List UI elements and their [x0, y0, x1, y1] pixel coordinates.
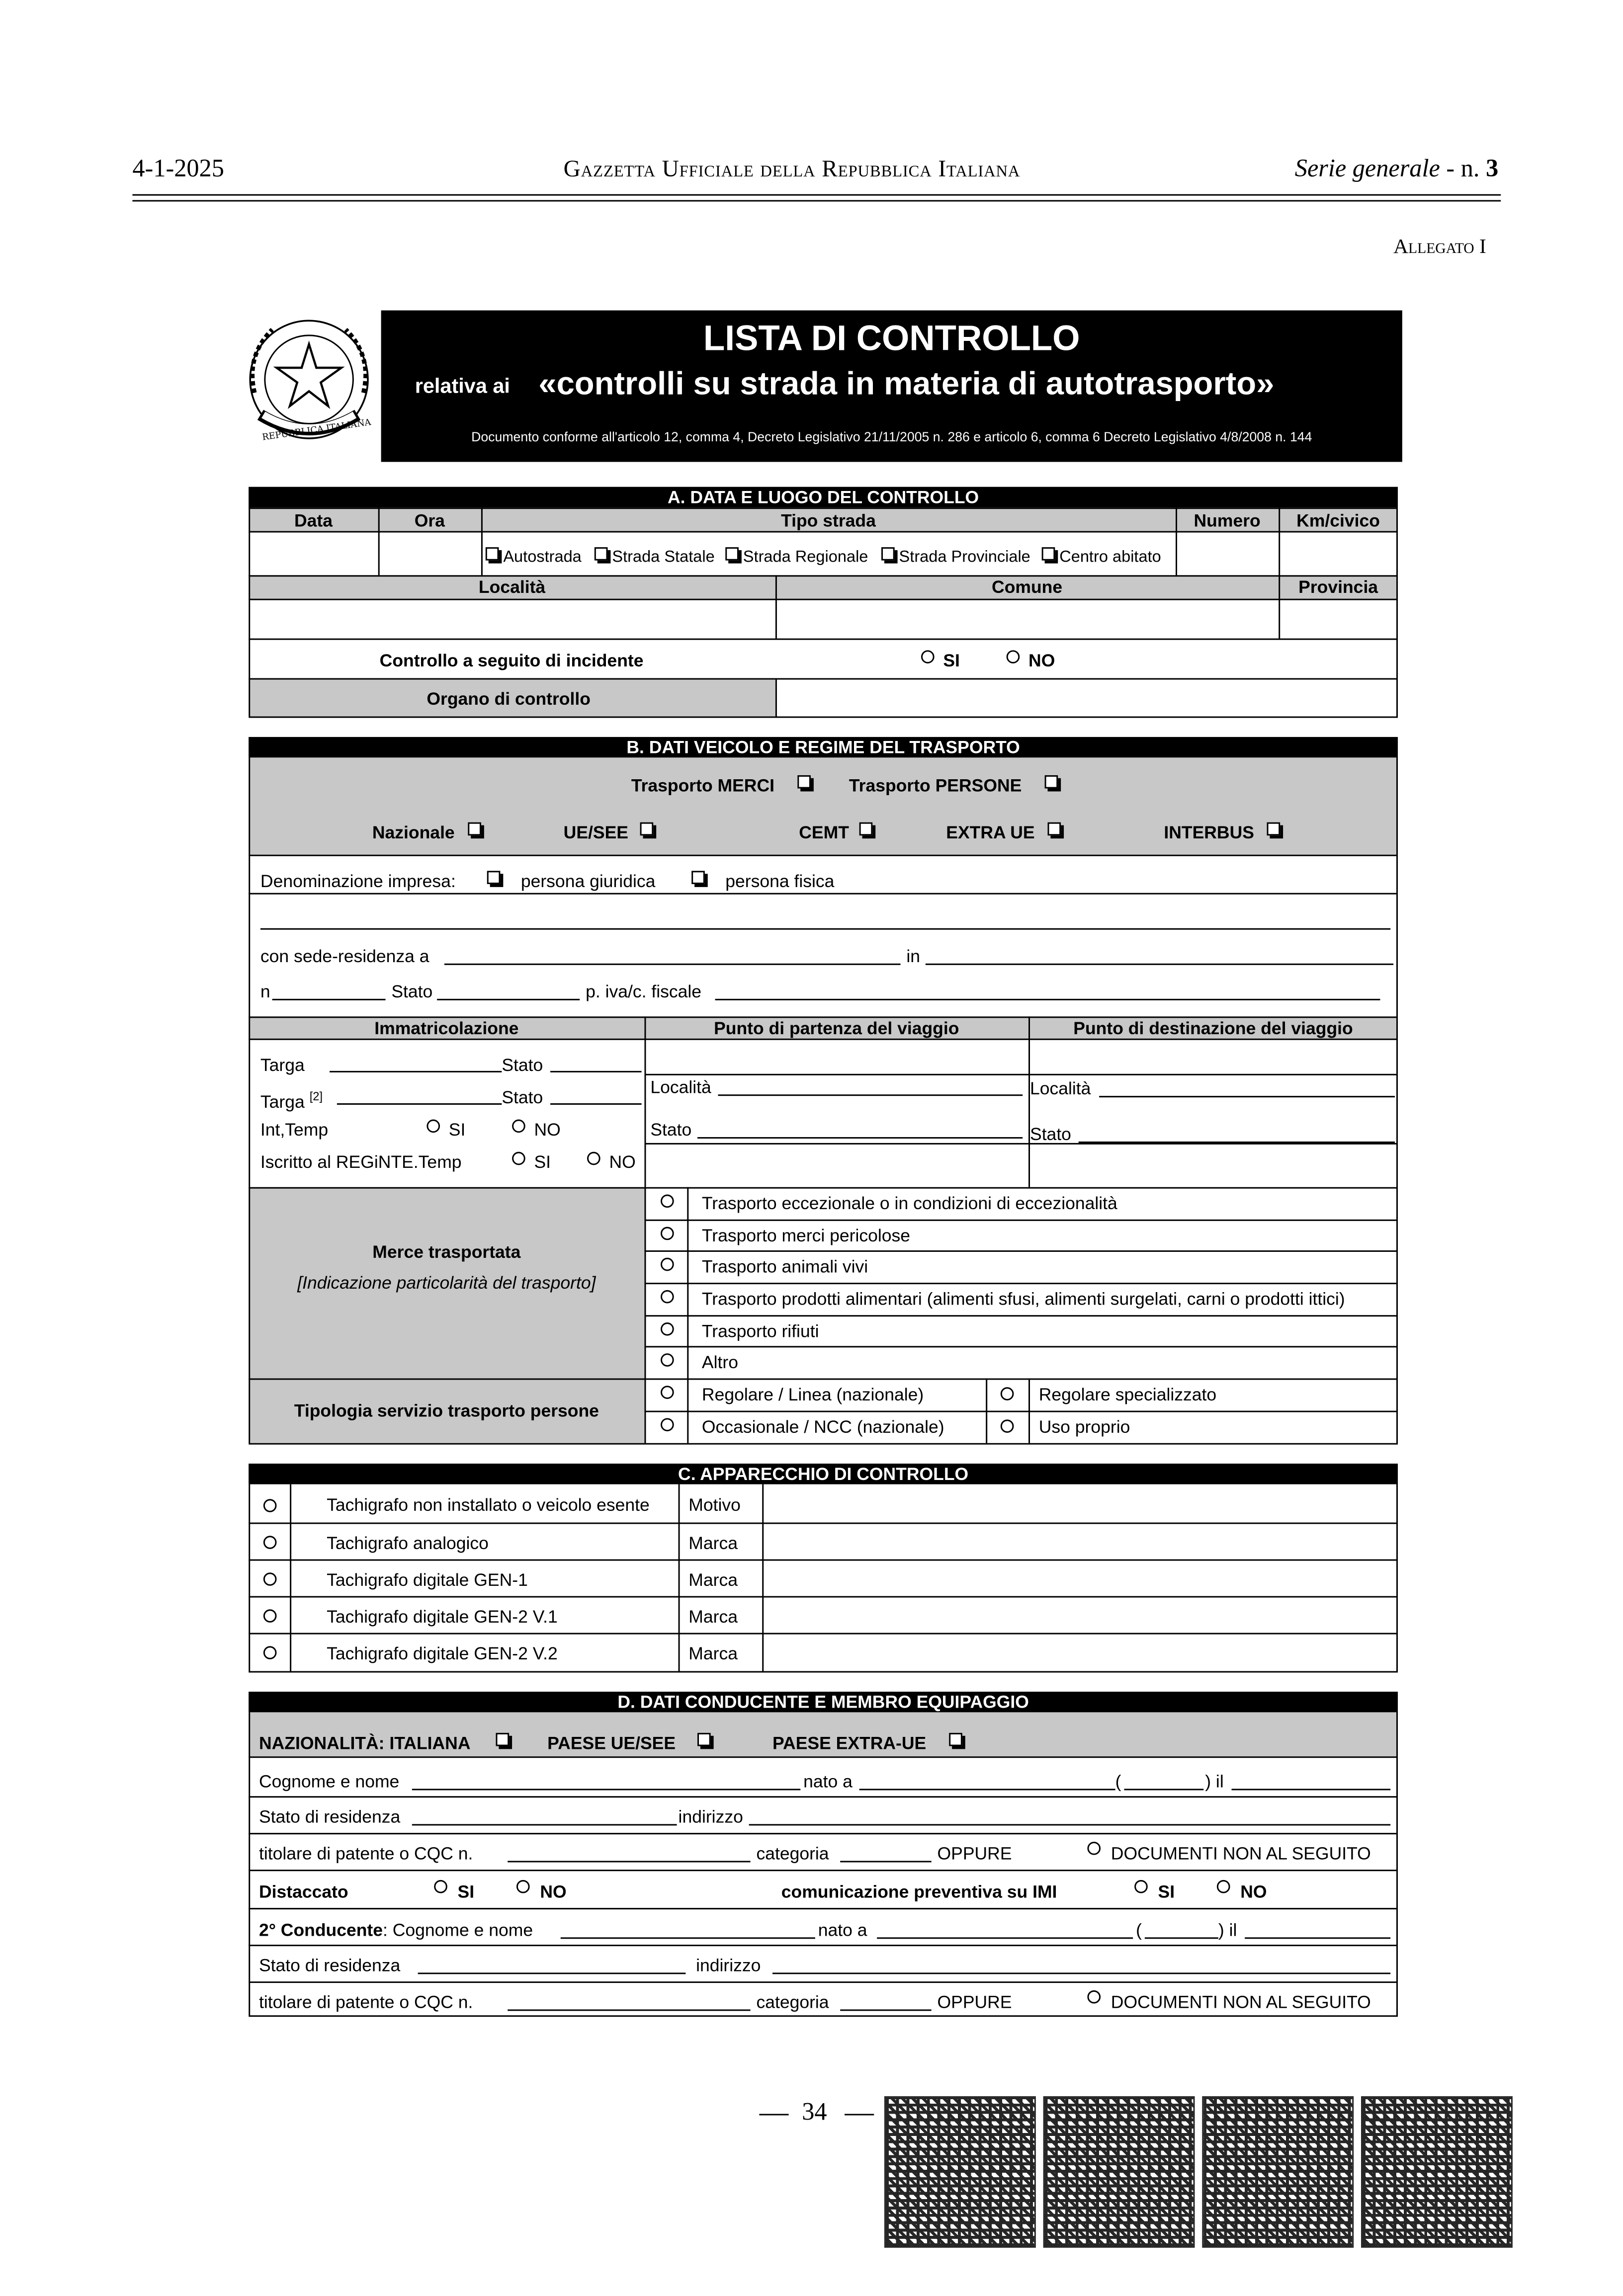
label-il: ) il — [1205, 1771, 1224, 1792]
col-tipo-strada: Tipo strada — [781, 510, 876, 531]
section-c-title: C. APPARECCHIO DI CONTROLLO — [249, 1464, 1398, 1484]
label-cemt: CEMT — [799, 822, 849, 843]
label-persona-giuridica: persona giuridica — [520, 871, 656, 892]
open-paren: ( — [1115, 1771, 1121, 1792]
checkbox-persona-giuridica[interactable] — [487, 871, 501, 884]
radio-merci-pericolose[interactable] — [661, 1227, 674, 1240]
checkbox-interbus[interactable] — [1267, 822, 1281, 836]
tachigrafo-label-4: Tachigrafo digitale GEN-2 V.2 — [327, 1643, 558, 1664]
merce-option-pericolose: Trasporto merci pericolose — [701, 1225, 911, 1246]
label-nato: nato a — [803, 1771, 853, 1792]
title-note: Documento conforme all'articolo 12, comma 4, Decreto Legislativo 21/11/2005 n. 286 e articolo 6, comma 6 Decreto Legislativo 4/8/2008 n. 144 — [471, 429, 1312, 444]
label-int-temp: Int,Temp — [260, 1119, 329, 1140]
label-ue-see: UE/SEE — [563, 822, 628, 843]
header-rule — [132, 194, 1501, 196]
section-b-title: B. DATI VEICOLO E REGIME DEL TRASPORTO — [249, 737, 1398, 757]
categoria-input[interactable] — [840, 1861, 932, 1862]
second-categoria-input[interactable] — [840, 2009, 932, 2011]
label-paese-extra: PAESE EXTRA-UE — [772, 1732, 927, 1754]
label-extra-ue: EXTRA UE — [946, 822, 1035, 843]
data-nascita-input[interactable] — [1232, 1789, 1391, 1790]
label-si: SI — [457, 1881, 475, 1902]
label-destinazione-stato: Stato — [1030, 1124, 1071, 1145]
radio-incidente-no[interactable] — [1007, 650, 1020, 663]
col-comune: Comune — [992, 576, 1063, 597]
checkbox-autostrada[interactable] — [486, 547, 499, 561]
title-relativa: relativa ai — [415, 373, 510, 398]
checkbox-strada-regionale[interactable] — [725, 547, 739, 561]
label-in: in — [906, 946, 921, 967]
issue-date: 4-1-2025 — [132, 154, 224, 183]
merce-option-animali: Trasporto animali vivi — [701, 1256, 868, 1277]
radio-prodotti-alimentari[interactable] — [661, 1290, 674, 1304]
label-incidente: Controllo a seguito di incidente — [379, 650, 644, 671]
col-km: Km/civico — [1296, 510, 1380, 531]
radio-regolare-linea[interactable] — [661, 1386, 674, 1399]
col-immatricolazione: Immatricolazione — [374, 1018, 519, 1039]
second-provincia-input[interactable] — [1145, 1937, 1218, 1939]
label-no: NO — [534, 1119, 561, 1140]
tachigrafo-field-4: Marca — [688, 1643, 738, 1664]
radio-documenti-non-al-seguito[interactable] — [1087, 1842, 1101, 1855]
section-a-title: A. DATA E LUOGO DEL CONTROLLO — [249, 487, 1398, 507]
second-data-nascita-input[interactable] — [1245, 1937, 1390, 1939]
radio-uso-proprio[interactable] — [1001, 1419, 1014, 1433]
header-rule-thin — [132, 200, 1501, 202]
col-localita: Località — [478, 576, 546, 597]
servizio-regolare-linea: Regolare / Linea (nazionale) — [701, 1384, 924, 1405]
radio-rifiuti[interactable] — [661, 1322, 674, 1336]
title-main: LISTA DI CONTROLLO — [703, 319, 1080, 359]
label-second-categoria: categoria — [756, 1991, 829, 2013]
label-denominazione: Denominazione impresa: — [260, 871, 456, 892]
label-sede: con sede-residenza a — [260, 946, 429, 967]
section-d-title: D. DATI CONDUCENTE E MEMBRO EQUIPAGGIO — [249, 1692, 1398, 1712]
label-imi: comunicazione preventiva su IMI — [781, 1881, 1057, 1902]
qr-code-icon — [1043, 2096, 1195, 2248]
radio-second-documenti-non-al-seguito[interactable] — [1087, 1990, 1101, 2004]
qr-code-icon — [1361, 2096, 1513, 2248]
label-targa2-stato: Stato — [502, 1087, 543, 1108]
label-stato-residenza: Stato di residenza — [258, 1806, 401, 1827]
label-no: NO — [540, 1881, 567, 1902]
checkbox-extra-ue[interactable] — [1048, 822, 1061, 836]
label-second-patente: titolare di patente o CQC n. — [258, 1991, 473, 2013]
checkbox-ue-see[interactable] — [640, 822, 654, 836]
second-indirizzo-input[interactable] — [772, 1972, 1390, 1974]
label-piva: p. iva/c. fiscale — [586, 981, 702, 1002]
indirizzo-input[interactable] — [749, 1824, 1391, 1825]
emblem-text: REPUBBLICA ITALIANA — [261, 417, 372, 443]
col-provincia: Provincia — [1298, 576, 1378, 597]
targa2-input[interactable] — [337, 1103, 502, 1105]
partenza-stato-input[interactable] — [697, 1137, 1023, 1139]
label-cognome: Cognome e nome — [258, 1771, 400, 1792]
n-input[interactable] — [272, 999, 386, 1000]
merce-option-eccezionale: Trasporto eccezionale o in condizioni di eccezionalità — [701, 1193, 1117, 1214]
col-partenza: Punto di partenza del viaggio — [714, 1018, 959, 1039]
label-stato: Stato — [391, 981, 433, 1002]
tachigrafo-field-0: Motivo — [688, 1494, 741, 1515]
label-si: SI — [943, 650, 960, 671]
road-strada-provinciale: Strada Provinciale — [899, 549, 1030, 567]
targa-stato-input[interactable] — [550, 1071, 642, 1072]
section-b-box — [249, 737, 1398, 1445]
radio-altro[interactable] — [661, 1353, 674, 1367]
tachigrafo-label-1: Tachigrafo analogico — [327, 1533, 489, 1554]
label-trasporto-merci: Trasporto MERCI — [631, 775, 774, 796]
servizio-regolare-specializzato: Regolare specializzato — [1038, 1384, 1217, 1405]
checkbox-paese-ue[interactable] — [697, 1733, 711, 1746]
radio-tachigrafo-analogico[interactable] — [263, 1536, 277, 1549]
road-strada-regionale: Strada Regionale — [743, 549, 868, 567]
road-autostrada: Autostrada — [503, 549, 582, 567]
partenza-localita-input[interactable] — [718, 1094, 1023, 1096]
label-si: SI — [534, 1151, 551, 1173]
radio-trasporto-eccezionale[interactable] — [661, 1195, 674, 1208]
col-numero: Numero — [1194, 510, 1261, 531]
label-n: n — [260, 981, 270, 1002]
qr-code-icon — [1202, 2096, 1354, 2248]
label-targa2: Targa [2] — [260, 1090, 323, 1112]
targa-input[interactable] — [330, 1071, 502, 1072]
label-second-stato-residenza: Stato di residenza — [258, 1955, 401, 1976]
second-patente-input[interactable] — [508, 2009, 750, 2011]
checkbox-cemt[interactable] — [859, 822, 873, 836]
series-info: Serie generale - n. 3 — [1294, 154, 1499, 183]
radio-int-temp-no[interactable] — [512, 1120, 525, 1133]
page-number: 34 — [802, 2097, 827, 2126]
radio-tachigrafo-gen2-v1[interactable] — [263, 1609, 277, 1623]
label-patente: titolare di patente o CQC n. — [258, 1843, 473, 1864]
checkbox-trasporto-merci[interactable] — [797, 775, 811, 789]
merce-option-alimentari: Trasporto prodotti alimentari (alimenti sfusi, alimenti surgelati, carni o prodotti ittici) — [701, 1288, 1345, 1310]
radio-tachigrafo-gen2-v2[interactable] — [263, 1646, 277, 1659]
label-second-driver: 2° Conducente: Cognome e nome — [258, 1919, 533, 1941]
label-documenti: DOCUMENTI NON AL SEGUITO — [1110, 1843, 1371, 1864]
label-partenza-stato: Stato — [650, 1119, 692, 1140]
label-iscritto: Iscritto al REGiNTE.Temp — [260, 1151, 462, 1173]
radio-distaccato-no[interactable] — [516, 1880, 530, 1893]
tachigrafo-field-1: Marca — [688, 1533, 738, 1554]
stato-residenza-input[interactable] — [412, 1824, 677, 1825]
patente-input[interactable] — [508, 1861, 750, 1862]
label-no: NO — [1028, 650, 1055, 671]
piva-input[interactable] — [715, 999, 1380, 1000]
annex-label: Allegato I — [1393, 237, 1486, 259]
label-si: SI — [448, 1119, 466, 1140]
second-cognome-input[interactable] — [561, 1937, 815, 1939]
second-stato-residenza-input[interactable] — [418, 1972, 686, 1974]
label-merce: Merce trasportata — [372, 1241, 521, 1262]
destinazione-localita-input[interactable] — [1099, 1096, 1395, 1097]
checkbox-nazionalita-italiana[interactable] — [496, 1733, 510, 1746]
tachigrafo-label-0: Tachigrafo non installato o veicolo esente — [327, 1494, 650, 1515]
label-organo: Organo di controllo — [427, 688, 591, 709]
destinazione-stato-input[interactable] — [1079, 1142, 1395, 1143]
denominazione-line[interactable] — [260, 928, 1390, 930]
servizio-occasionale: Occasionale / NCC (nazionale) — [701, 1416, 944, 1437]
label-second-nato: nato a — [818, 1919, 867, 1941]
label-second-indirizzo: indirizzo — [696, 1955, 761, 1976]
col-data: Data — [294, 510, 333, 531]
open-paren: ( — [1136, 1919, 1142, 1941]
checkbox-trasporto-persone[interactable] — [1045, 775, 1058, 789]
label-oppure: OPPURE — [937, 1843, 1012, 1864]
label-second-documenti: DOCUMENTI NON AL SEGUITO — [1110, 1991, 1371, 2013]
label-categoria: categoria — [756, 1843, 829, 1864]
label-indirizzo: indirizzo — [678, 1806, 743, 1827]
label-paese-ue: PAESE UE/SEE — [547, 1732, 676, 1754]
sede-input[interactable] — [444, 964, 901, 965]
radio-regolare-specializzato[interactable] — [1001, 1387, 1014, 1400]
label-nazionale: Nazionale — [372, 822, 455, 843]
col-ora: Ora — [414, 510, 445, 531]
label-servizio: Tipologia servizio trasporto persone — [294, 1400, 599, 1421]
merce-option-altro: Altro — [701, 1352, 738, 1373]
radio-animali-vivi[interactable] — [661, 1258, 674, 1271]
tachigrafo-label-3: Tachigrafo digitale GEN-2 V.1 — [327, 1606, 558, 1627]
col-destinazione: Punto di destinazione del viaggio — [1073, 1018, 1353, 1039]
checkbox-nazionale[interactable] — [468, 822, 481, 836]
title-subject: «controlli su strada in materia di autotrasporto» — [538, 365, 1275, 402]
radio-int-temp-si[interactable] — [427, 1120, 440, 1133]
radio-iscritto-si[interactable] — [512, 1152, 525, 1165]
radio-incidente-si[interactable] — [921, 650, 935, 663]
qr-code-icon — [884, 2096, 1036, 2248]
radio-tachigrafo-gen1[interactable] — [263, 1572, 277, 1586]
label-interbus: INTERBUS — [1164, 822, 1254, 843]
radio-imi-si[interactable] — [1134, 1880, 1148, 1893]
label-no: NO — [1240, 1881, 1267, 1902]
checkbox-strada-statale[interactable] — [595, 547, 608, 561]
publication-title: Gazzetta Ufficiale della Repubblica Italiana — [563, 157, 1021, 183]
label-second-oppure: OPPURE — [937, 1991, 1012, 2013]
label-targa-stato: Stato — [502, 1055, 543, 1075]
label-destinazione-localita: Località — [1030, 1078, 1091, 1099]
label-partenza-localita: Località — [650, 1076, 711, 1098]
radio-occasionale[interactable] — [661, 1418, 674, 1431]
checkbox-paese-extra[interactable] — [949, 1733, 962, 1746]
radio-imi-no[interactable] — [1217, 1880, 1230, 1893]
second-nato-input[interactable] — [877, 1937, 1133, 1939]
radio-distaccato-si[interactable] — [434, 1880, 447, 1893]
label-targa: Targa — [260, 1055, 305, 1075]
nato-input[interactable] — [859, 1789, 1115, 1790]
label-second-il: ) il — [1218, 1919, 1237, 1941]
tachigrafo-label-2: Tachigrafo digitale GEN-1 — [327, 1569, 528, 1590]
targa2-stato-input[interactable] — [550, 1103, 642, 1105]
merce-option-rifiuti: Trasporto rifiuti — [701, 1321, 819, 1342]
checkbox-centro-abitato[interactable] — [1042, 547, 1055, 561]
checkbox-strada-provinciale[interactable] — [881, 547, 895, 561]
label-merce-note: [Indicazione particolarità del trasporto] — [297, 1272, 596, 1293]
tachigrafo-field-2: Marca — [688, 1569, 738, 1590]
radio-iscritto-no[interactable] — [587, 1152, 600, 1165]
cognome-input[interactable] — [412, 1789, 800, 1790]
radio-tachigrafo-non-installato[interactable] — [263, 1499, 277, 1512]
label-trasporto-persone: Trasporto PERSONE — [849, 775, 1022, 796]
label-persona-fisica: persona fisica — [725, 871, 835, 892]
tachigrafo-field-3: Marca — [688, 1606, 738, 1627]
provincia-nascita-input[interactable] — [1124, 1789, 1203, 1790]
stato-input[interactable] — [437, 999, 580, 1000]
checkbox-persona-fisica[interactable] — [691, 871, 705, 884]
road-strada-statale: Strada Statale — [612, 549, 715, 567]
label-nazionalita: NAZIONALITÀ: ITALIANA — [258, 1732, 471, 1754]
label-si: SI — [1158, 1881, 1175, 1902]
servizio-uso-proprio: Uso proprio — [1038, 1416, 1130, 1437]
label-distaccato: Distaccato — [258, 1881, 348, 1902]
sede-in-input[interactable] — [926, 964, 1393, 965]
road-centro-abitato: Centro abitato — [1059, 549, 1161, 567]
label-no: NO — [609, 1151, 636, 1173]
